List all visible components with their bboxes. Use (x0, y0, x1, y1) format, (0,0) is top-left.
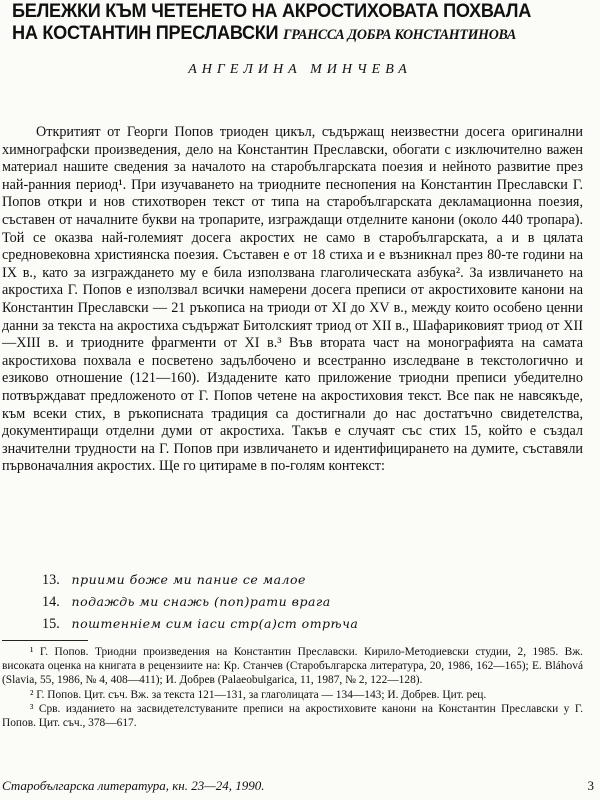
title-line-1: БЕЛЕЖКИ КЪМ ЧЕТЕНЕТО НА АКРОСТИХОВАТА ПОХВАЛА (12, 0, 532, 22)
verse-text: поштенніем сим іаси стр(а)ст отрѣча (71, 616, 359, 631)
footnote: ² Г. Попов. Цит. съч. Вж. за текста 121—131, за глаголицата — 134—143; И. Добрев. Цит. рец. (30, 688, 487, 701)
page-number: 3 (587, 778, 594, 793)
verse-line (42, 613, 562, 635)
body-paragraph: Откритият от Георги Попов триоден цикъл, съдържащ неизвестни досега оригинални химнографски произведения, дело на Константин Преславски, обогати с изключително важен материал нашите сведения за началото на старобългарската поезия и нейното развитие през най-ранния период¹. При изучаването на триодните песнопения на Константин Преславски Г. Попов откри и нов стихотворен текст от типа на старобългарската декламационна поезия, съставен от началните букви на тропарите, изграждащи отделните канони (около 440 тропара). Той се оказва най-големият досега акростих не само в старобългарската, а и в цялата средновековна християнска поезия. Съставен е от 18 стиха и е възникнал през 80-те години на IX в., като за изграждането му е била използвана глаголическата азбука². За извличането на акростиха Г. Попов е използвал всички намерени досега преписи от акростиховите канони на Константин Преславски — 21 ръкописа на триоди от XI до XV в., между които особено ценни данни за текста на акростиха съдържат Битолският триод от XII в., Шафариковият триод от XII—XIII в. и триодните фрагменти от XI в.³ Във втората част на монографията на самата акростихова похвала е посветено задълбочено и всестранно изследване в текстологично и езиково отношение (121—160). Издадените като приложение триодни преписи убедително потвърждават предложеното от Г. Попов четене на акростиховия текст. Все пак не навсякъде, към всеки стих, в ръкописната традиция са достигнали до нас достатъчно свидетелства, документиращи отделни думи от акростиха. Такъв е случаят със стих 15, който е създал значителни трудности на Г. Попов при извличането и идентифицирането на думите, съставяли първоначалния акростих. Ще го цитираме в по-голям контекст: (2, 124, 583, 475)
verse-text: приими боже ми пание се малое (71, 572, 306, 587)
page-footer (2, 778, 594, 794)
verse-line (42, 591, 562, 613)
footnote-divider (2, 640, 88, 641)
journal-citation: Старобългарска литература, кн. 23—24, 1990. (2, 778, 265, 793)
title-line-2-main: НА КОСТАНТИН ПРЕСЛАВСКИ (12, 22, 279, 44)
verse-number: 15. (42, 616, 60, 632)
footnote: ³ Срв. изданието на засвидетелстуваните преписи на акростиховите канони на Константин Преславски у Г. Попов. Цит. съч., 378—617. (2, 702, 583, 730)
verse-quote (42, 569, 562, 635)
title-line-2-small: ГРАНССА ДОБРА КОНСТАНТИНОВА (283, 27, 517, 43)
verse-number: 14. (42, 594, 60, 610)
article-title (12, 0, 556, 46)
body-text (2, 124, 583, 476)
footnotes (2, 645, 583, 730)
footnote: ¹ Г. Попов. Триодни произведения на Константин Преславски. Кирило-Методиевски студии, 2, 1985. Вж. високата оценка на книгата в рецензиите на: Кр. Станчев (Старобългарска литература, 20, 1986, 162—165); E. Bláhová (Slavia, 55, 1986, № 4, 408—411); И. Добрев (Palaeobulgarica, 11, 1987, № 2, 122—128). (2, 646, 583, 687)
title-line-2 (12, 22, 556, 46)
verse-line (42, 569, 562, 591)
verse-number: 13. (42, 572, 60, 588)
author-name: АНГЕЛИНА МИНЧЕВА (188, 62, 412, 77)
verse-text: подаждь ми снажь (поп)рати врага (71, 594, 331, 609)
